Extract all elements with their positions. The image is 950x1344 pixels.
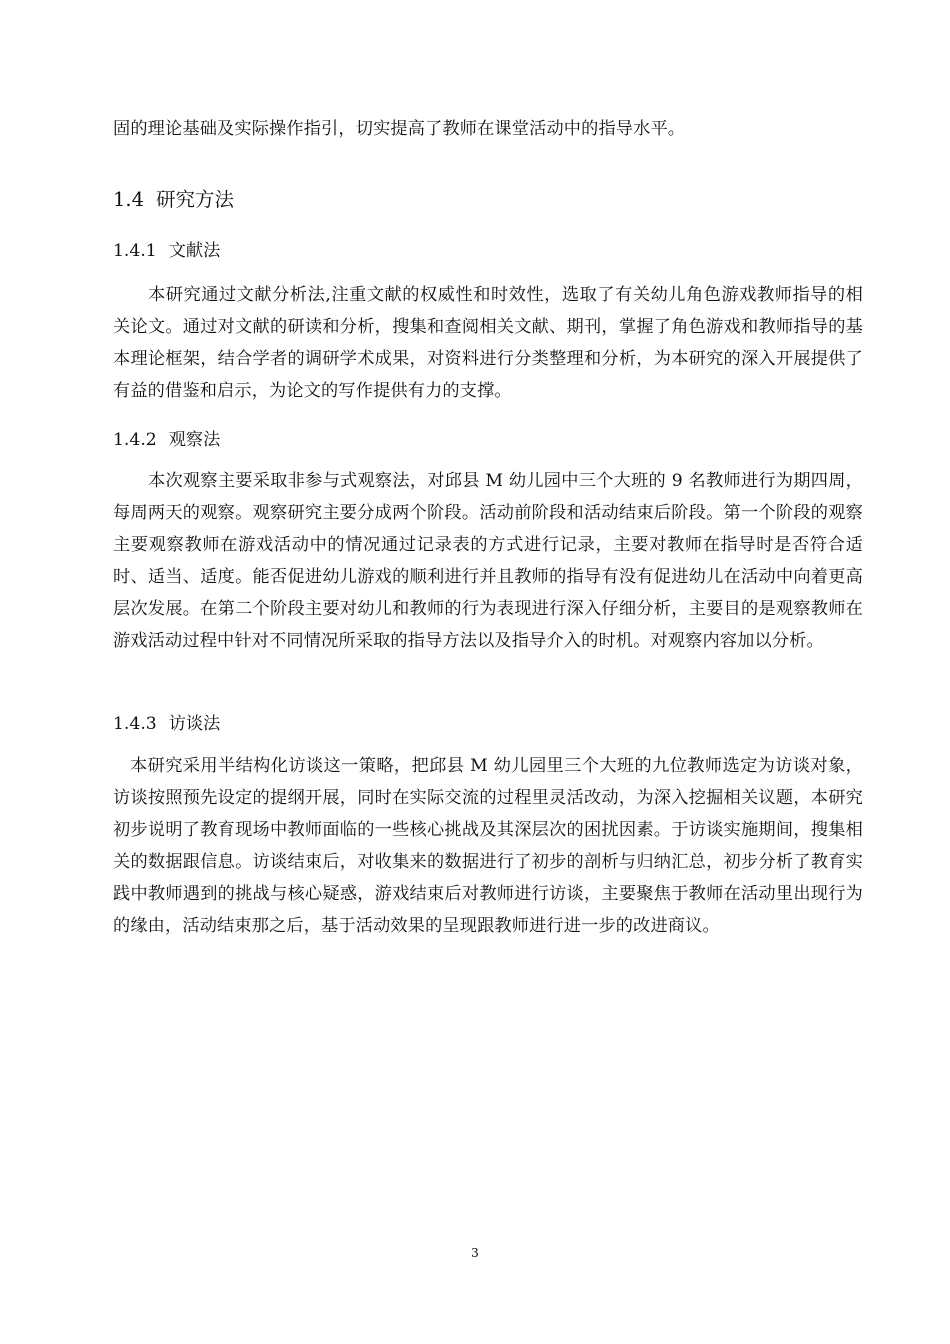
- section-number: 1.4: [113, 188, 145, 211]
- section-heading: [113, 186, 234, 214]
- section-title: 研究方法: [156, 188, 235, 211]
- subsection-heading-interview: [113, 711, 220, 737]
- subsection-heading-literature: [113, 238, 220, 264]
- subsection-title: 观察法: [168, 430, 221, 450]
- subsection-title: 文献法: [168, 241, 221, 261]
- paragraph-observation: 本次观察主要采取非参与式观察法，对邱县 M 幼儿园中三个大班的 9 名教师进行为期四周，每周两天的观察。观察研究主要分成两个阶段。活动前阶段和活动结束后阶段。第一个阶段的观察主要观察教师在游戏活动中的情况通过记录表的方式进行记录，主要对教师在指导时是否符合适时、适当、适度。能否促进幼儿游戏的顺利进行并且教师的指导有没有促进幼儿在活动中向着更高层次发展。在第二个阶段主要对幼儿和教师的行为表现进行深入仔细分析，主要目的是观察教师在游戏活动过程中针对不同情况所采取的指导方法以及指导介入的时机。对观察内容加以分析。: [113, 471, 863, 651]
- continuation-paragraph: 固的理论基础及实际操作指引，切实提高了教师在课堂活动中的指导水平。: [113, 119, 686, 139]
- subsection-number: 1.4.2: [113, 430, 157, 450]
- subsection-title: 访谈法: [168, 714, 221, 734]
- paragraph-literature: 本研究通过文献分析法,注重文献的权威性和时效性，选取了有关幼儿角色游戏教师指导的相关论文。通过对文献的研读和分析，搜集和查阅相关文献、期刊，掌握了角色游戏和教师指导的基本理论框架，结合学者的调研学术成果，对资料进行分类整理和分析，为本研究的深入开展提供了有益的借鉴和启示，为论文的写作提供有力的支撑。: [113, 285, 863, 401]
- subsection-number: 1.4.3: [113, 714, 157, 734]
- paragraph-interview: 本研究采用半结构化访谈这一策略，把邱县 M 幼儿园里三个大班的九位教师选定为访谈对象，访谈按照预先设定的提纲开展，同时在实际交流的过程里灵活改动，为深入挖掘相关议题，本研究初步说明了教育现场中教师面临的一些核心挑战及其深层次的困扰因素。于访谈实施期间，搜集相关的数据跟信息。访谈结束后，对收集来的数据进行了初步的剖析与归纳汇总，初步分析了教育实践中教师遇到的挑战与核心疑惑，游戏结束后对教师进行访谈，主要聚焦于教师在活动里出现行为的缘由，活动结束那之后，基于活动效果的呈现跟教师进行进一步的改进商议。: [113, 756, 863, 936]
- page-number: 3: [471, 1246, 479, 1260]
- subsection-number: 1.4.1: [113, 241, 157, 261]
- subsection-heading-observation: [113, 427, 220, 453]
